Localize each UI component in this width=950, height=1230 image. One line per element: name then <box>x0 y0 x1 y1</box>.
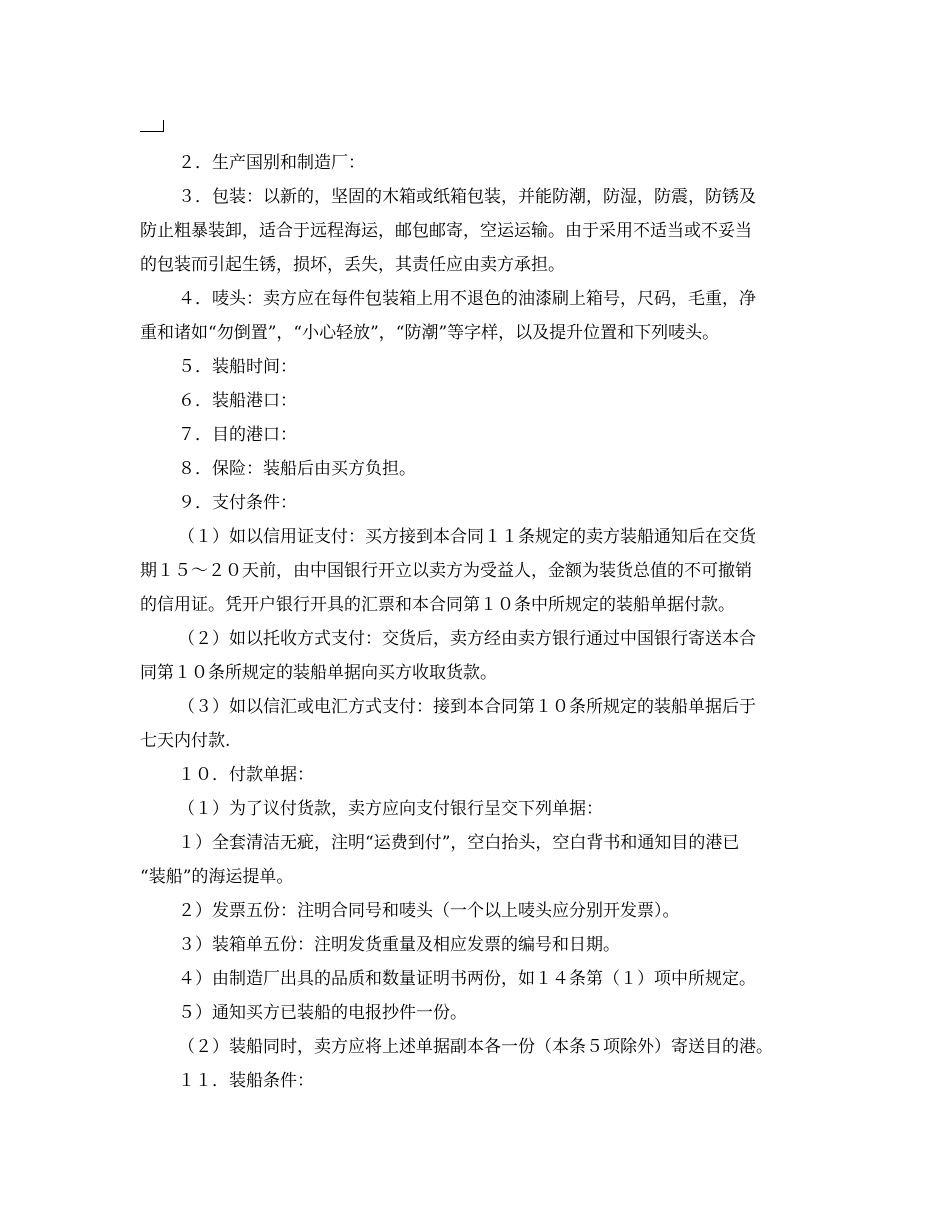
text-line: ５）通知买方已装船的电报抄件一份。 <box>178 1003 467 1023</box>
text-line: 同第１０条所规定的装船单据向买方收取货款。 <box>140 663 497 683</box>
text-line: ２）发票五份：注明合同号和唛头（一个以上唛头应分别开发票）。 <box>178 901 680 921</box>
text-line: （１）如以信用证支付：买方接到本合同１１条规定的卖方装船通知后在交货 <box>178 527 756 547</box>
text-line: ９．支付条件： <box>178 493 297 513</box>
text-line: ５．装船时间： <box>178 357 297 377</box>
text-line: （２）如以托收方式支付：交货后，卖方经由卖方银行通过中国银行寄送本合 <box>178 629 756 649</box>
text-line: （１）为了议付货款，卖方应向支付银行呈交下列单据： <box>178 799 603 819</box>
text-line: ４．唛头：卖方应在每件包装箱上用不退色的油漆刷上箱号，尺码，毛重，净 <box>178 289 756 309</box>
text-line: ３）装箱单五份：注明发货重量及相应发票的编号和日期。 <box>178 935 620 955</box>
text-line: （２）装船同时，卖方应将上述单据副本各一份（本条５项除外）寄送目的港。 <box>178 1037 773 1057</box>
text-line: 防止粗暴装卸，适合于远程海运，邮包邮寄，空运运输。由于采用不适当或不妥当 <box>140 221 752 241</box>
text-line: １１．装船条件： <box>178 1071 314 1091</box>
text-line: ７．目的港口： <box>178 425 297 445</box>
corner-mark <box>140 120 164 132</box>
text-line: “装船”的海运提单。 <box>140 867 294 887</box>
text-line: （３）如以信汇或电汇方式支付：接到本合同第１０条所规定的装船单据后于 <box>178 697 756 717</box>
text-line: 的信用证。凭开户银行开具的汇票和本合同第１０条中所规定的装船单据付款。 <box>140 595 735 615</box>
text-line: ４）由制造厂出具的品质和数量证明书两份，如１４条第（１）项中所规定。 <box>178 969 756 989</box>
text-line: ８．保险：装船后由买方负担。 <box>178 459 416 479</box>
text-line: １）全套清洁无疵，注明“运费到付”，空白抬头，空白背书和通知目的港已 <box>178 833 740 853</box>
text-line: ６．装船港口： <box>178 391 297 411</box>
text-line: 重和诸如“勿倒置”，“小心轻放”，“防潮”等字样，以及提升位置和下列唛头。 <box>140 323 720 343</box>
text-line: １０．付款单据： <box>178 765 314 785</box>
text-line: 七天内付款. <box>140 731 231 751</box>
text-line: 的包装而引起生锈，损坏，丢失，其责任应由卖方承担。 <box>140 255 565 275</box>
text-line: 期１５～２０天前，由中国银行开立以卖方为受益人，金额为装货总值的不可撤销 <box>140 561 752 581</box>
text-line: ２．生产国别和制造厂： <box>178 153 365 173</box>
text-line: ３．包装：以新的，坚固的木箱或纸箱包装，并能防潮，防湿，防震，防锈及 <box>178 187 756 207</box>
